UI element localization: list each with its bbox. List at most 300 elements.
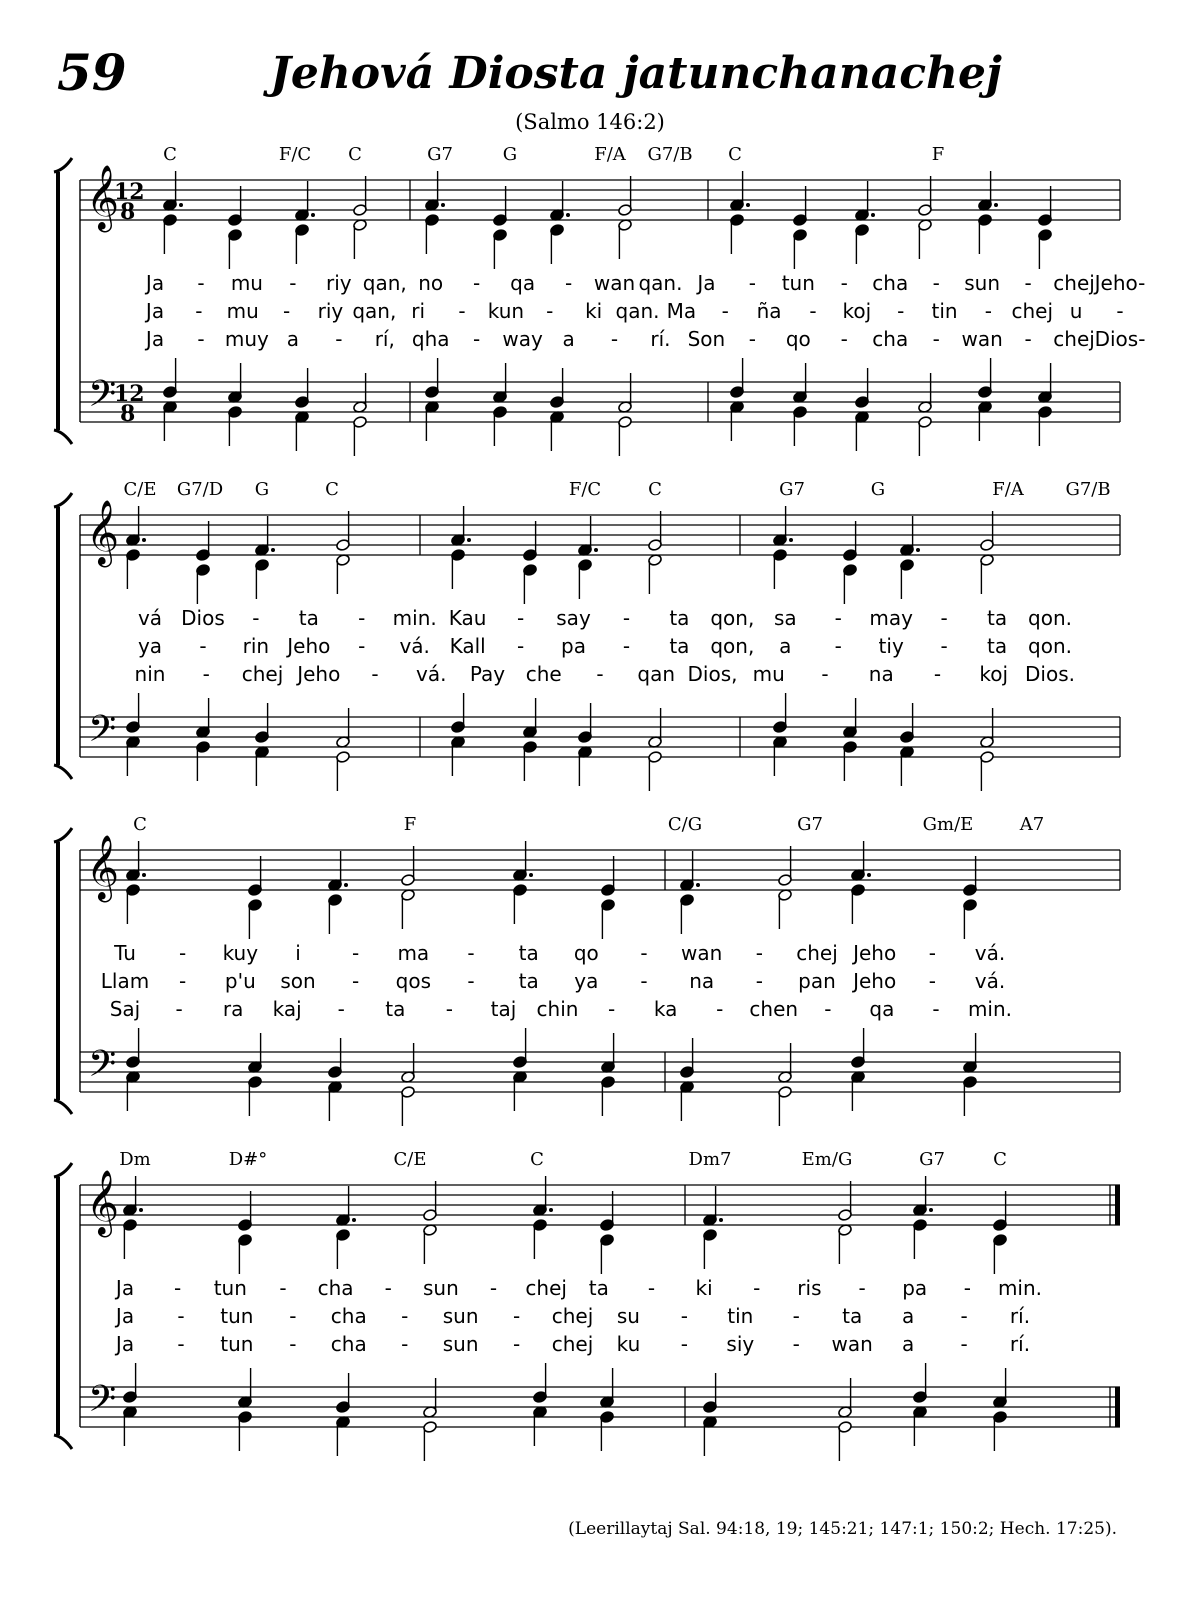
soprano-note bbox=[123, 1176, 138, 1216]
lyric-syllable: vá. bbox=[974, 941, 1006, 965]
lyric-hyphen: - bbox=[177, 1332, 185, 1356]
lyric-syllable: Ja bbox=[145, 271, 165, 295]
chord-symbol: G7 bbox=[779, 479, 805, 500]
lyric-syllable: ka bbox=[653, 997, 678, 1021]
chord-symbol: F/C bbox=[568, 479, 602, 500]
bass-note bbox=[533, 1406, 548, 1446]
alto-note bbox=[126, 884, 141, 924]
tenor-note bbox=[126, 693, 141, 733]
lyric-syllable: a bbox=[901, 1332, 915, 1356]
lyric-hyphen: - bbox=[352, 941, 360, 965]
alto-note bbox=[126, 549, 141, 589]
bass-note bbox=[773, 736, 788, 776]
lyric-syllable: sun bbox=[442, 1332, 479, 1356]
chord-symbol: Em/G bbox=[801, 1149, 853, 1170]
lyric-hyphen: - bbox=[467, 969, 475, 993]
lyric-syllable: qha bbox=[411, 327, 450, 351]
lyric-hyphen: - bbox=[940, 634, 948, 658]
bass-note bbox=[703, 1416, 718, 1456]
soprano-note bbox=[618, 176, 633, 216]
chord-symbol: C bbox=[648, 479, 662, 500]
bass-note bbox=[618, 416, 633, 456]
lyric-hyphen: - bbox=[792, 1332, 800, 1356]
soprano-note bbox=[578, 516, 593, 556]
lyric-syllable: qo bbox=[785, 327, 811, 351]
lyric-hyphen: - bbox=[458, 299, 466, 323]
lyric-syllable: Jeho bbox=[287, 634, 331, 658]
bass-note bbox=[680, 1081, 695, 1121]
bass-note bbox=[778, 1086, 793, 1126]
lyric-hyphen: - bbox=[897, 299, 905, 323]
lyric-verse-3 bbox=[144, 327, 1146, 351]
lyric-syllable: nin bbox=[134, 662, 166, 686]
bass-note bbox=[978, 401, 993, 441]
lyric-syllable: Ma bbox=[666, 299, 697, 323]
alto-note bbox=[295, 224, 310, 264]
bass-note bbox=[1038, 406, 1053, 446]
tenor-note bbox=[618, 373, 633, 413]
lyric-verse-1 bbox=[138, 606, 1072, 630]
tenor-note bbox=[913, 1363, 928, 1403]
lyric-syllable: mu bbox=[752, 662, 785, 686]
lyric-syllable: na bbox=[868, 662, 894, 686]
bass-note bbox=[336, 751, 351, 791]
bass-note bbox=[336, 1416, 351, 1456]
lyric-syllable: kuy bbox=[222, 941, 259, 965]
chord-symbol: C bbox=[348, 144, 362, 165]
bass-note bbox=[601, 1076, 616, 1116]
bass-note bbox=[550, 411, 565, 451]
alto-note bbox=[773, 549, 788, 589]
alto-note bbox=[533, 1219, 548, 1259]
lyric-hyphen: - bbox=[401, 1304, 409, 1328]
bass-note bbox=[993, 1411, 1008, 1451]
soprano-note bbox=[126, 506, 141, 546]
hymn-subtitle: (Salmo 146:2) bbox=[515, 110, 665, 134]
chord-symbol: F bbox=[403, 814, 417, 835]
alto-note bbox=[900, 559, 915, 599]
lyric-syllable: chin bbox=[536, 997, 579, 1021]
lyric-syllable: sun bbox=[442, 1304, 479, 1328]
tenor-note bbox=[773, 693, 788, 733]
bass-staff bbox=[80, 1387, 1120, 1427]
bass-note bbox=[855, 411, 870, 451]
alto-note bbox=[793, 229, 808, 269]
alto-note bbox=[248, 899, 263, 939]
lyric-syllable: qon, bbox=[710, 634, 755, 658]
bass-clef-icon: 𝄢 bbox=[88, 373, 117, 424]
alto-note bbox=[703, 1229, 718, 1269]
tenor-note bbox=[1038, 363, 1053, 403]
lyric-syllable: Tu bbox=[114, 941, 136, 965]
lyric-syllable: i bbox=[295, 941, 301, 965]
lyric-hyphen: - bbox=[179, 941, 187, 965]
tenor-note bbox=[963, 1033, 978, 1073]
tenor-note bbox=[730, 358, 745, 398]
lyric-syllable: chej bbox=[1053, 271, 1095, 295]
lyric-hyphen: - bbox=[640, 969, 648, 993]
bass-note bbox=[451, 736, 466, 776]
lyric-syllable: Jeho- bbox=[1094, 271, 1146, 295]
lyric-syllable: ri bbox=[411, 299, 426, 323]
chord-symbol: Gm/E bbox=[922, 814, 974, 835]
chord-symbol: Dm bbox=[119, 1149, 151, 1170]
lyric-hyphen: - bbox=[337, 997, 345, 1021]
tenor-note bbox=[918, 373, 933, 413]
soprano-note bbox=[126, 841, 141, 881]
hymn-number: 59 bbox=[57, 43, 127, 102]
lyric-verse-1 bbox=[113, 941, 1005, 965]
bass-note bbox=[123, 1406, 138, 1446]
lyric-hyphen: - bbox=[933, 662, 942, 686]
lyric-syllable: mu bbox=[230, 271, 263, 295]
lyric-syllable: ta bbox=[987, 606, 1008, 630]
bass-note bbox=[328, 1081, 343, 1121]
lyric-syllable: su bbox=[616, 1304, 640, 1328]
lyric-syllable: sun bbox=[422, 1276, 459, 1300]
soprano-note bbox=[423, 1181, 438, 1221]
soprano-note bbox=[778, 846, 793, 886]
lyric-hyphen: - bbox=[289, 1332, 297, 1356]
lyric-syllable: qa bbox=[869, 997, 895, 1021]
soprano-note bbox=[978, 171, 993, 211]
tenor-note bbox=[600, 1368, 615, 1408]
lyric-syllable: ña bbox=[756, 299, 782, 323]
lyric-syllable: taj bbox=[490, 997, 517, 1021]
chord-symbol: C/G bbox=[667, 814, 703, 835]
lyric-hyphen: - bbox=[489, 1276, 498, 1300]
soprano-note bbox=[353, 176, 368, 216]
lyric-hyphen: - bbox=[858, 1276, 866, 1300]
tenor-note bbox=[126, 1028, 141, 1068]
lyric-syllable: a bbox=[779, 634, 792, 658]
soprano-note bbox=[228, 186, 243, 226]
soprano-note bbox=[513, 841, 528, 881]
lyric-hyphen: - bbox=[932, 327, 940, 351]
lyric-syllable: cha bbox=[872, 271, 909, 295]
time-signature-bottom: 8 bbox=[120, 401, 136, 427]
lyric-hyphen: - bbox=[840, 271, 848, 295]
tenor-note bbox=[328, 1038, 343, 1078]
tenor-note bbox=[993, 1368, 1008, 1408]
lyric-syllable: wan bbox=[831, 1332, 873, 1356]
soprano-note bbox=[328, 851, 343, 891]
lyric-syllable: cha bbox=[330, 1332, 367, 1356]
lyric-syllable: kaj bbox=[272, 997, 302, 1021]
tenor-note bbox=[550, 368, 565, 408]
soprano-note bbox=[451, 506, 466, 546]
lyric-syllable: Dios bbox=[181, 606, 225, 630]
alto-note bbox=[843, 564, 858, 604]
lyric-hyphen: - bbox=[179, 969, 187, 993]
lyric-syllable: qan, bbox=[352, 299, 397, 323]
tenor-note bbox=[793, 363, 808, 403]
lyric-syllable: ta bbox=[987, 634, 1008, 658]
lyric-syllable: chen bbox=[749, 997, 799, 1021]
soprano-note bbox=[401, 846, 416, 886]
score-system bbox=[40, 140, 1146, 450]
time-signature-bottom: 8 bbox=[120, 199, 136, 225]
chord-symbol: G7 bbox=[797, 814, 823, 835]
lyric-hyphen: - bbox=[792, 1304, 800, 1328]
lyric-hyphen: - bbox=[963, 1276, 971, 1300]
chord-symbol: A7 bbox=[1019, 814, 1045, 835]
chord-symbol: G7 bbox=[427, 144, 453, 165]
lyric-verse-3 bbox=[135, 662, 1075, 686]
lyric-syllable: ta bbox=[588, 1276, 609, 1300]
lyric-hyphen: - bbox=[932, 271, 940, 295]
alto-note bbox=[336, 554, 351, 594]
bass-note bbox=[163, 401, 178, 441]
system-bracket bbox=[54, 1163, 72, 1449]
treble-staff bbox=[80, 1185, 1120, 1225]
bass-clef-icon: 𝄢 bbox=[88, 708, 117, 759]
tenor-note bbox=[336, 708, 351, 748]
lyric-hyphen: - bbox=[282, 299, 291, 323]
lyric-hyphen: - bbox=[516, 634, 525, 658]
bass-clef-icon: 𝄢 bbox=[88, 1378, 117, 1429]
lyric-syllable: chej bbox=[1053, 327, 1095, 351]
lyric-hyphen: - bbox=[640, 941, 648, 965]
final-barline bbox=[1115, 1387, 1120, 1427]
bass-note bbox=[963, 1076, 978, 1116]
lyric-syllable: Son bbox=[687, 327, 726, 351]
tenor-note bbox=[255, 703, 270, 743]
lyric-hyphen: - bbox=[622, 634, 631, 658]
lyric-verse-3 bbox=[114, 1332, 1030, 1356]
tenor-note bbox=[778, 1043, 793, 1083]
tenor-note bbox=[238, 1368, 253, 1408]
lyric-syllable: may bbox=[869, 606, 913, 630]
soprano-note bbox=[913, 1176, 928, 1216]
lyric-syllable: vá bbox=[137, 606, 163, 630]
hymn-title: Jehová Diosta jatunchanachej bbox=[270, 48, 1002, 99]
chord-symbol: C bbox=[163, 144, 177, 165]
tenor-note bbox=[196, 698, 211, 738]
lyric-hyphen: - bbox=[1024, 327, 1032, 351]
lyric-syllable: Jeho bbox=[297, 662, 341, 686]
lyric-syllable: Saj bbox=[109, 997, 141, 1021]
chord-symbol: F/A bbox=[594, 144, 626, 165]
treble-clef-icon: 𝄞 bbox=[86, 835, 120, 900]
bass-note bbox=[851, 1071, 866, 1111]
alto-note bbox=[423, 1224, 438, 1264]
chord-symbol: C bbox=[133, 814, 147, 835]
chord-symbol: G bbox=[870, 479, 886, 500]
lyric-syllable: koj bbox=[979, 662, 1009, 686]
lyric-hyphen: - bbox=[1024, 271, 1032, 295]
bass-note bbox=[730, 401, 745, 441]
alto-note bbox=[328, 894, 343, 934]
lyric-syllable: ta bbox=[518, 969, 539, 993]
lyric-syllable: rin bbox=[242, 634, 270, 658]
lyric-syllable: vá. bbox=[974, 969, 1006, 993]
lyric-syllable: ta bbox=[669, 634, 690, 658]
soprano-note bbox=[918, 176, 933, 216]
lyric-hyphen: - bbox=[289, 271, 297, 295]
lyric-syllable: che bbox=[525, 662, 562, 686]
lyric-verse-3 bbox=[110, 997, 1012, 1021]
lyric-hyphen: - bbox=[174, 1276, 182, 1300]
lyric-syllable: qan. bbox=[615, 299, 660, 323]
lyric-syllable: Ja bbox=[115, 1276, 135, 1300]
chord-symbol: G7/B bbox=[1065, 479, 1111, 500]
chord-symbol: C/E bbox=[393, 1149, 427, 1170]
lyric-syllable: tin bbox=[727, 1304, 754, 1328]
lyric-syllable: wan bbox=[961, 327, 1003, 351]
time-signature-top: 12 bbox=[114, 179, 145, 205]
lyric-syllable: na bbox=[689, 969, 715, 993]
tenor-note bbox=[851, 1028, 866, 1068]
lyric-hyphen: - bbox=[546, 299, 554, 323]
soprano-note bbox=[550, 181, 565, 221]
lyric-syllable: Pay bbox=[469, 662, 506, 686]
soprano-note bbox=[900, 516, 915, 556]
tenor-note bbox=[523, 698, 538, 738]
treble-clef-icon: 𝄞 bbox=[86, 500, 120, 565]
lyric-syllable: riy bbox=[317, 299, 344, 323]
lyric-hyphen: - bbox=[840, 327, 848, 351]
chord-symbol: C bbox=[728, 144, 742, 165]
bass-note bbox=[295, 411, 310, 451]
lyric-syllable: chej bbox=[551, 1332, 594, 1356]
lyric-hyphen: - bbox=[960, 1332, 968, 1356]
bass-note bbox=[600, 1411, 615, 1451]
tenor-note bbox=[703, 1373, 718, 1413]
lyric-syllable: tiy bbox=[878, 634, 904, 658]
alto-note bbox=[238, 1234, 253, 1274]
soprano-note bbox=[980, 511, 995, 551]
soprano-note bbox=[600, 1191, 615, 1231]
bass-note bbox=[513, 1071, 528, 1111]
bass-note bbox=[918, 416, 933, 456]
alto-note bbox=[601, 899, 616, 939]
soprano-note bbox=[425, 171, 440, 211]
alto-note bbox=[680, 894, 695, 934]
soprano-note bbox=[336, 1186, 351, 1226]
bass-note bbox=[238, 1411, 253, 1451]
lyric-hyphen: - bbox=[512, 1332, 521, 1356]
alto-note bbox=[851, 884, 866, 924]
lyric-hyphen: - bbox=[824, 997, 832, 1021]
soprano-note bbox=[648, 511, 663, 551]
lyric-hyphen: - bbox=[984, 299, 993, 323]
chord-symbol: F/A bbox=[992, 479, 1024, 500]
lyric-hyphen: - bbox=[445, 997, 453, 1021]
lyric-hyphen: - bbox=[358, 606, 366, 630]
bass-note bbox=[493, 406, 508, 446]
bass-note bbox=[353, 416, 368, 456]
chord-symbol: G7/B bbox=[647, 144, 693, 165]
lyric-hyphen: - bbox=[197, 271, 205, 295]
treble-clef-icon: 𝄞 bbox=[86, 1170, 120, 1235]
lyric-hyphen: - bbox=[960, 1304, 968, 1328]
lyric-syllable: cha bbox=[872, 327, 909, 351]
lyric-hyphen: - bbox=[928, 941, 936, 965]
alto-note bbox=[336, 1229, 351, 1269]
lyric-hyphen: - bbox=[202, 662, 210, 686]
tenor-note bbox=[843, 698, 858, 738]
lyric-syllable: qon. bbox=[1028, 634, 1072, 658]
tenor-note bbox=[900, 703, 915, 743]
lyric-syllable: son bbox=[280, 969, 316, 993]
alto-note bbox=[918, 219, 933, 259]
lyric-syllable: qan bbox=[637, 662, 676, 686]
alto-note bbox=[855, 224, 870, 264]
tenor-note bbox=[980, 708, 995, 748]
lyric-syllable: rí. bbox=[650, 327, 671, 351]
lyric-verse-2 bbox=[101, 969, 1005, 993]
alto-note bbox=[196, 564, 211, 604]
lyric-hyphen: - bbox=[473, 327, 481, 351]
lyric-hyphen: - bbox=[821, 662, 829, 686]
bass-note bbox=[980, 751, 995, 791]
lyric-syllable: pa bbox=[902, 1276, 928, 1300]
treble-staff bbox=[80, 515, 1120, 555]
lyric-syllable: siy bbox=[726, 1332, 755, 1356]
alto-note bbox=[980, 554, 995, 594]
system-bracket bbox=[54, 493, 72, 779]
lyric-syllable: sa bbox=[773, 606, 797, 630]
chord-symbol: G7/D bbox=[176, 479, 224, 500]
lyric-syllable: Ja bbox=[145, 299, 165, 323]
lyric-hyphen: - bbox=[809, 299, 817, 323]
alto-note bbox=[578, 559, 593, 599]
lyric-syllable: qon. bbox=[1028, 606, 1072, 630]
lyric-syllable: qon, bbox=[710, 606, 755, 630]
chord-symbol: C bbox=[325, 479, 339, 500]
lyric-hyphen: - bbox=[175, 997, 183, 1021]
lyric-hyphen: - bbox=[252, 606, 260, 630]
soprano-note bbox=[493, 186, 508, 226]
lyric-hyphen: - bbox=[940, 606, 948, 630]
lyric-syllable: tun bbox=[781, 271, 815, 295]
soprano-note bbox=[793, 186, 808, 226]
tenor-note bbox=[493, 363, 508, 403]
lyric-syllable: wan bbox=[593, 271, 636, 295]
lyric-syllable: Ja bbox=[115, 1304, 135, 1328]
lyric-hyphen: - bbox=[352, 969, 360, 993]
lyric-syllable: riy bbox=[325, 271, 352, 295]
lyric-syllable: chej bbox=[1011, 299, 1054, 323]
bass-note bbox=[196, 741, 211, 781]
lyric-syllable: p'u bbox=[224, 969, 256, 993]
lyric-syllable: pan bbox=[798, 969, 836, 993]
lyric-syllable: qos bbox=[395, 969, 432, 993]
chord-symbol: C bbox=[530, 1149, 544, 1170]
soprano-note bbox=[843, 521, 858, 561]
alto-note bbox=[523, 564, 538, 604]
alto-note bbox=[993, 1234, 1008, 1274]
alto-note bbox=[255, 559, 270, 599]
alto-note bbox=[353, 219, 368, 259]
lyric-syllable: ra bbox=[222, 997, 244, 1021]
soprano-note bbox=[295, 181, 310, 221]
lyric-syllable: tin bbox=[931, 299, 958, 323]
system-bracket bbox=[54, 158, 72, 444]
lyric-syllable: Llam bbox=[100, 969, 150, 993]
system-bracket bbox=[54, 828, 72, 1114]
lyric-hyphen: - bbox=[289, 1304, 297, 1328]
lyric-hyphen: - bbox=[197, 327, 205, 351]
soprano-note bbox=[238, 1191, 253, 1231]
final-barline bbox=[1115, 1185, 1120, 1225]
lyric-syllable: ris bbox=[797, 1276, 822, 1300]
soprano-note bbox=[855, 181, 870, 221]
lyric-syllable: tun bbox=[220, 1332, 254, 1356]
lyric-syllable: tun bbox=[220, 1304, 254, 1328]
lyric-syllable: a bbox=[286, 327, 299, 351]
